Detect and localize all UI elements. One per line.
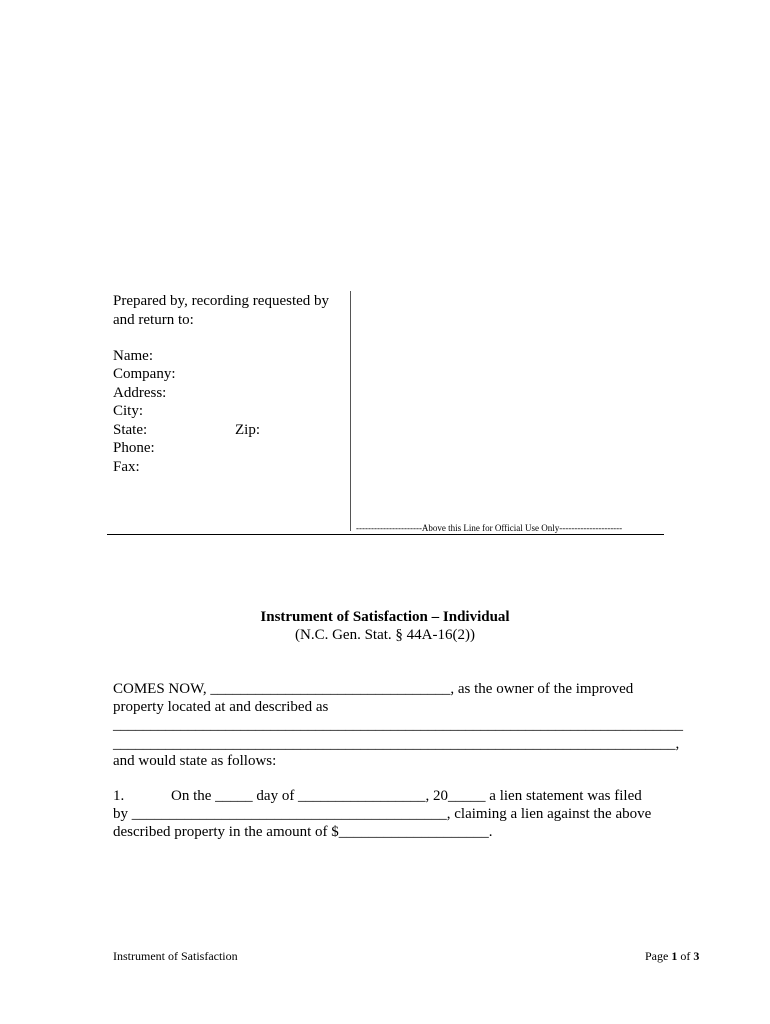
page-total: 3 <box>693 949 700 963</box>
phone-label: Phone: <box>113 440 155 456</box>
page-number <box>645 949 699 964</box>
page-current: 1 <box>671 949 678 963</box>
company-label: Company: <box>113 366 176 382</box>
document-title: Instrument of Satisfaction – Individual <box>260 609 510 625</box>
return-to-heading: and return to: <box>113 312 194 328</box>
official-use-line-text: ----------------------Above this Line for Official Use Only--------------------- <box>356 523 623 533</box>
name-label: Name: <box>113 348 153 364</box>
property-blank-line-2: ___________________________________________________________________________, <box>113 736 680 752</box>
intro-line-3: and would state as follows: <box>113 753 277 769</box>
page-of: of <box>680 949 691 963</box>
property-blank-line-1: ____________________________________________________________________________ <box>113 717 683 733</box>
official-use-rule <box>107 534 664 535</box>
intro-line-1: COMES NOW, ________________________________, as the owner of the improved <box>113 681 634 697</box>
zip-label: Zip: <box>235 422 260 438</box>
city-label: City: <box>113 403 144 419</box>
address-label: Address: <box>113 385 167 401</box>
statute-reference: (N.C. Gen. Stat. § 44A-16(2)) <box>295 627 475 643</box>
state-label: State: <box>113 422 148 438</box>
prepared-by-heading: Prepared by, recording requested by <box>113 293 330 309</box>
item-1-line-2: by __________________________________________, claiming a lien against the above <box>113 806 652 822</box>
item-1-number: 1. <box>113 788 125 804</box>
item-1-line-1: On the _____ day of _________________, 20_____ a lien statement was filed <box>171 788 642 804</box>
fax-label: Fax: <box>113 459 140 475</box>
page-prefix: Page <box>645 949 669 963</box>
item-1-line-3: described property in the amount of $____________________. <box>113 824 493 840</box>
recording-box-divider <box>350 291 351 531</box>
intro-line-2: property located at and described as <box>113 699 329 715</box>
footer-title: Instrument of Satisfaction <box>113 949 238 963</box>
